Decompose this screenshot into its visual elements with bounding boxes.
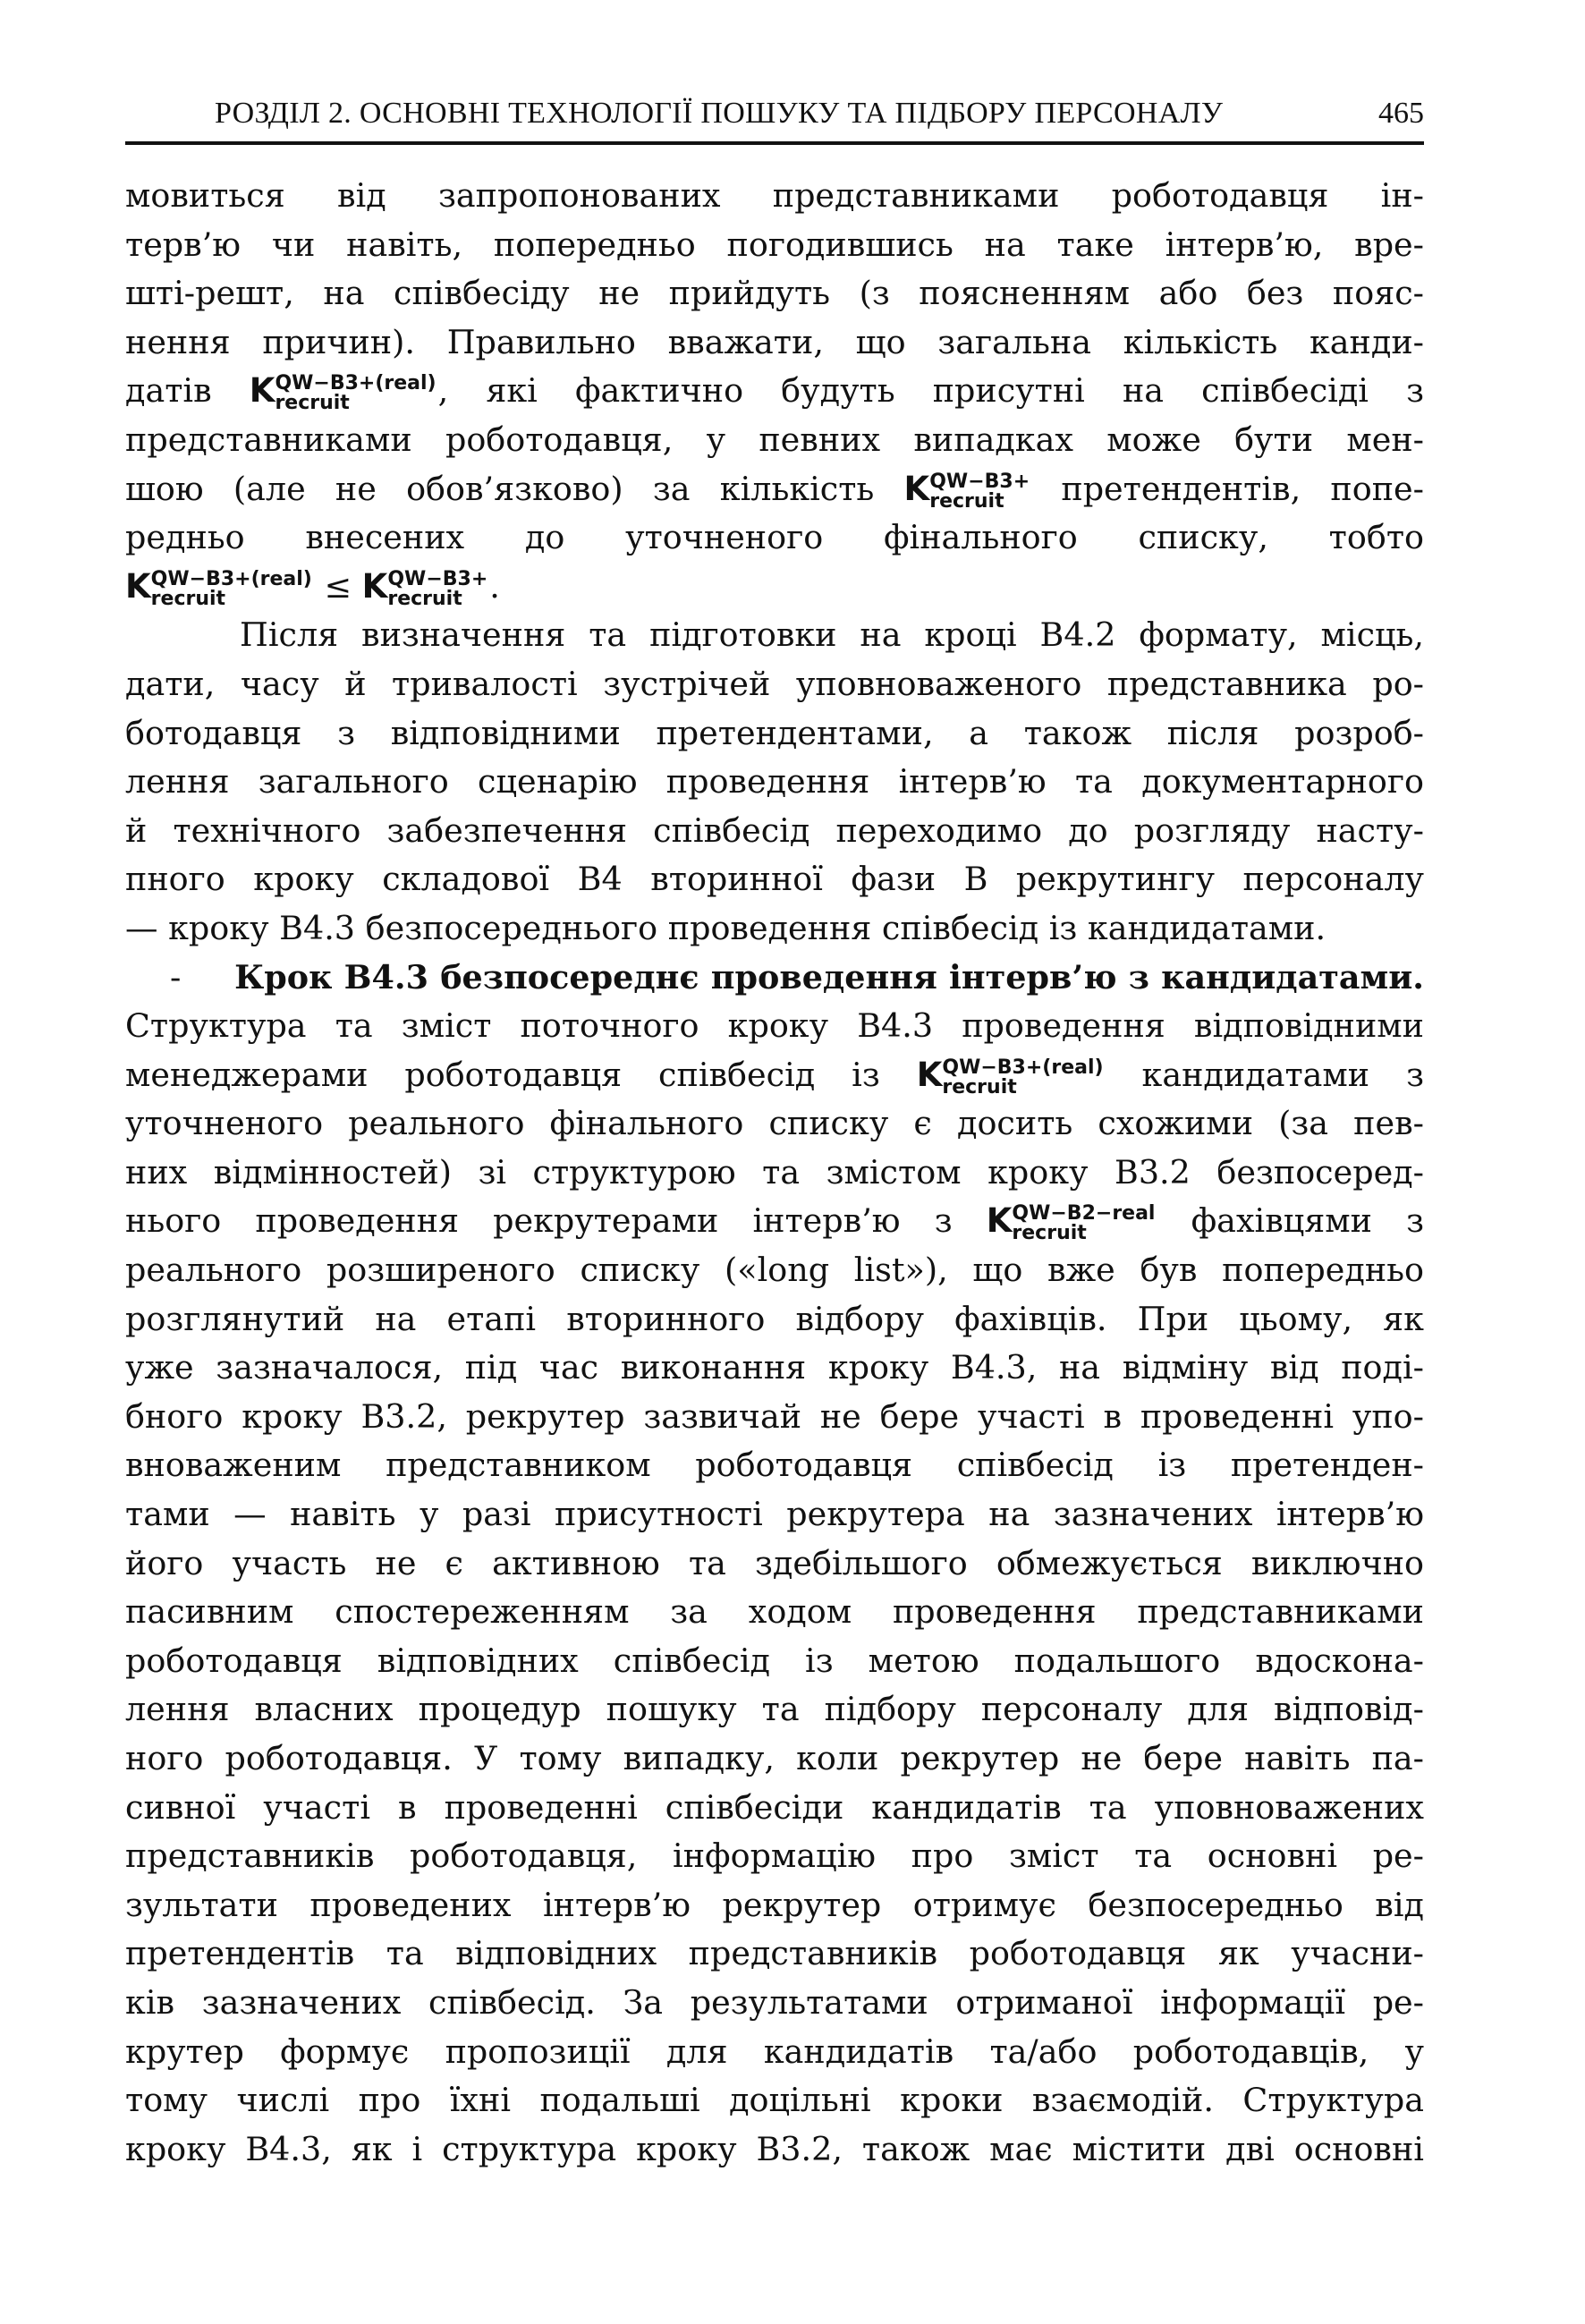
text-line: шою (але не обов’язково) за кількість K QW−B3+ recruit претендентів, попе- [125,469,1424,513]
text-line: ного роботодавця. У тому випадку, коли рекрутер не бере навіть па- [125,1739,1424,1777]
text-line: ботодавця з відповідними претендентами, а також після розроб- [125,713,1424,752]
text-line: пасивним спостереженням за ходом проведення представниками [125,1592,1424,1632]
text-line: бного кроку В3.2, рекрутер зазвичай не бере участі в проведенні упо- [125,1396,1424,1436]
text-line: редньо внесених до уточненого фінального списку, тобто [125,518,1424,557]
text-line: тами — навіть у разі присутності рекрутера на зазначених інтерв’ю [125,1495,1424,1534]
text-line: крутер формує пропозиції для кандидатів та/або роботодавців, у [125,2031,1424,2071]
text-line: нення причин). Правильно вважати, що загальна кількість канди- [125,322,1424,361]
text-line: мовиться від запропонованих представниками роботодавця ін- [125,176,1424,215]
text-line: Структура та зміст поточного кроку В4.3 проведення відповідними [125,1006,1424,1046]
text-line: датів K QW−B3+(real) recruit , які фактично будуть присутні на співбесіді з [125,371,1424,415]
running-header [125,89,1424,145]
formula-k-b2-real: K QW−B2−real recruit [986,1201,1156,1245]
text-line: — кроку В4.3 безпосереднього проведення співбесід із кандидатами. [125,908,1326,947]
formula-k-b3-real: K QW−B3+(real) recruit [249,371,437,415]
text-line: сивної участі в проведенні співбесіди кандидатів та уповноважених [125,1787,1424,1827]
page-number: 465 [1378,97,1424,130]
text-line: реального розширеного списку («long list»), що вже був попередньо [125,1251,1424,1290]
text-line: розглянутий на етапі вторинного відбору фахівців. При цьому, як [125,1299,1424,1338]
text-line: тому числі про їхні подальші доцільні кроки взаємодій. Структура [125,2081,1424,2120]
text-line: шті-решт, на співбесіду не прийдуть (з поясненням або без пояс- [125,274,1424,313]
text-line: менеджерами роботодавця співбесід із K QW−B3+(real) recruit кандидатами з [125,1055,1424,1098]
document-page [125,89,1424,2174]
text-line: представниками роботодавця, у певних випадках може бути мен- [125,420,1424,459]
text-line: роботодавця відповідних співбесід із метою подальшого вдоскона- [125,1641,1424,1680]
formula-k-b3: K QW−B3+ recruit [903,469,1030,513]
text-line: представників роботодавця, інформацію про зміст та основні ре- [125,1836,1424,1876]
body-text [125,172,1424,2174]
text-line: уже зазначалося, під час виконання кроку В4.3, на відміну від поді- [125,1348,1424,1387]
text-line: кроку В4.3, як і структура кроку В3.2, також має містити дві основні [125,2129,1424,2168]
text-line: терв’ю чи навіть, попередньо погодившись на таке інтерв’ю, вре- [125,225,1424,264]
list-dash: - [170,957,182,997]
text-line: них відмінностей) зі структурою та змістом кроку В3.2 безпосеред- [125,1152,1424,1192]
step-heading [125,954,1424,1003]
leq-sign: ≤ [324,566,352,606]
text-line: лення власних процедур пошуку та підбору персоналу для відповід- [125,1690,1424,1729]
text-line: претендентів та відповідних представників роботодавця як учасни- [125,1934,1424,1973]
step-title: Крок В4.3 безпосереднє проведення інтерв’ю з кандидатами. [234,957,1424,997]
formula-k-b3-real: K QW−B3+(real) recruit [916,1055,1104,1098]
text-line: лення загального сценарію проведення інтерв’ю та документарного [125,762,1424,802]
formula-k-b3: K QW−B3+ recruit [361,566,488,610]
text-line: дати, часу й тривалості зустрічей уповноваженого представника ро- [125,664,1424,703]
text-line: ків зазначених співбесід. За результатами отриманої інформації ре- [125,1982,1424,2022]
text-line: зультати проведених інтерв’ю рекрутер отримує безпосередньо від [125,1885,1424,1924]
formula-line: K QW−B3+(real) recruit ≤ K QW−B3+ recruit . [125,566,500,610]
text-line: вноваженим представником роботодавця співбесід із претенден- [125,1446,1424,1485]
text-line: його участь не є активною та здебільшого обмежується виключно [125,1543,1424,1582]
text-line: пного кроку складової В4 вторинної фази В рекрутингу персоналу [125,860,1424,899]
formula-k-b3-real: K QW−B3+(real) recruit [125,566,312,610]
text-line: нього проведення рекрутерами інтерв’ю з K QW−B2−real recruit фахівцями з [125,1201,1424,1245]
text-line: й технічного забезпечення співбесід переходимо до розгляду насту- [125,810,1424,850]
text-line: уточненого реального фінального списку є досить схожими (за пев- [125,1104,1424,1143]
paragraph-start: Після визначення та підготовки на кроці В4.2 формату, місць, [240,615,1424,655]
chapter-title: РОЗДІЛ 2. ОСНОВНІ ТЕХНОЛОГІЇ ПОШУКУ ТА ПІДБОРУ ПЕРСОНАЛУ [215,97,1224,130]
